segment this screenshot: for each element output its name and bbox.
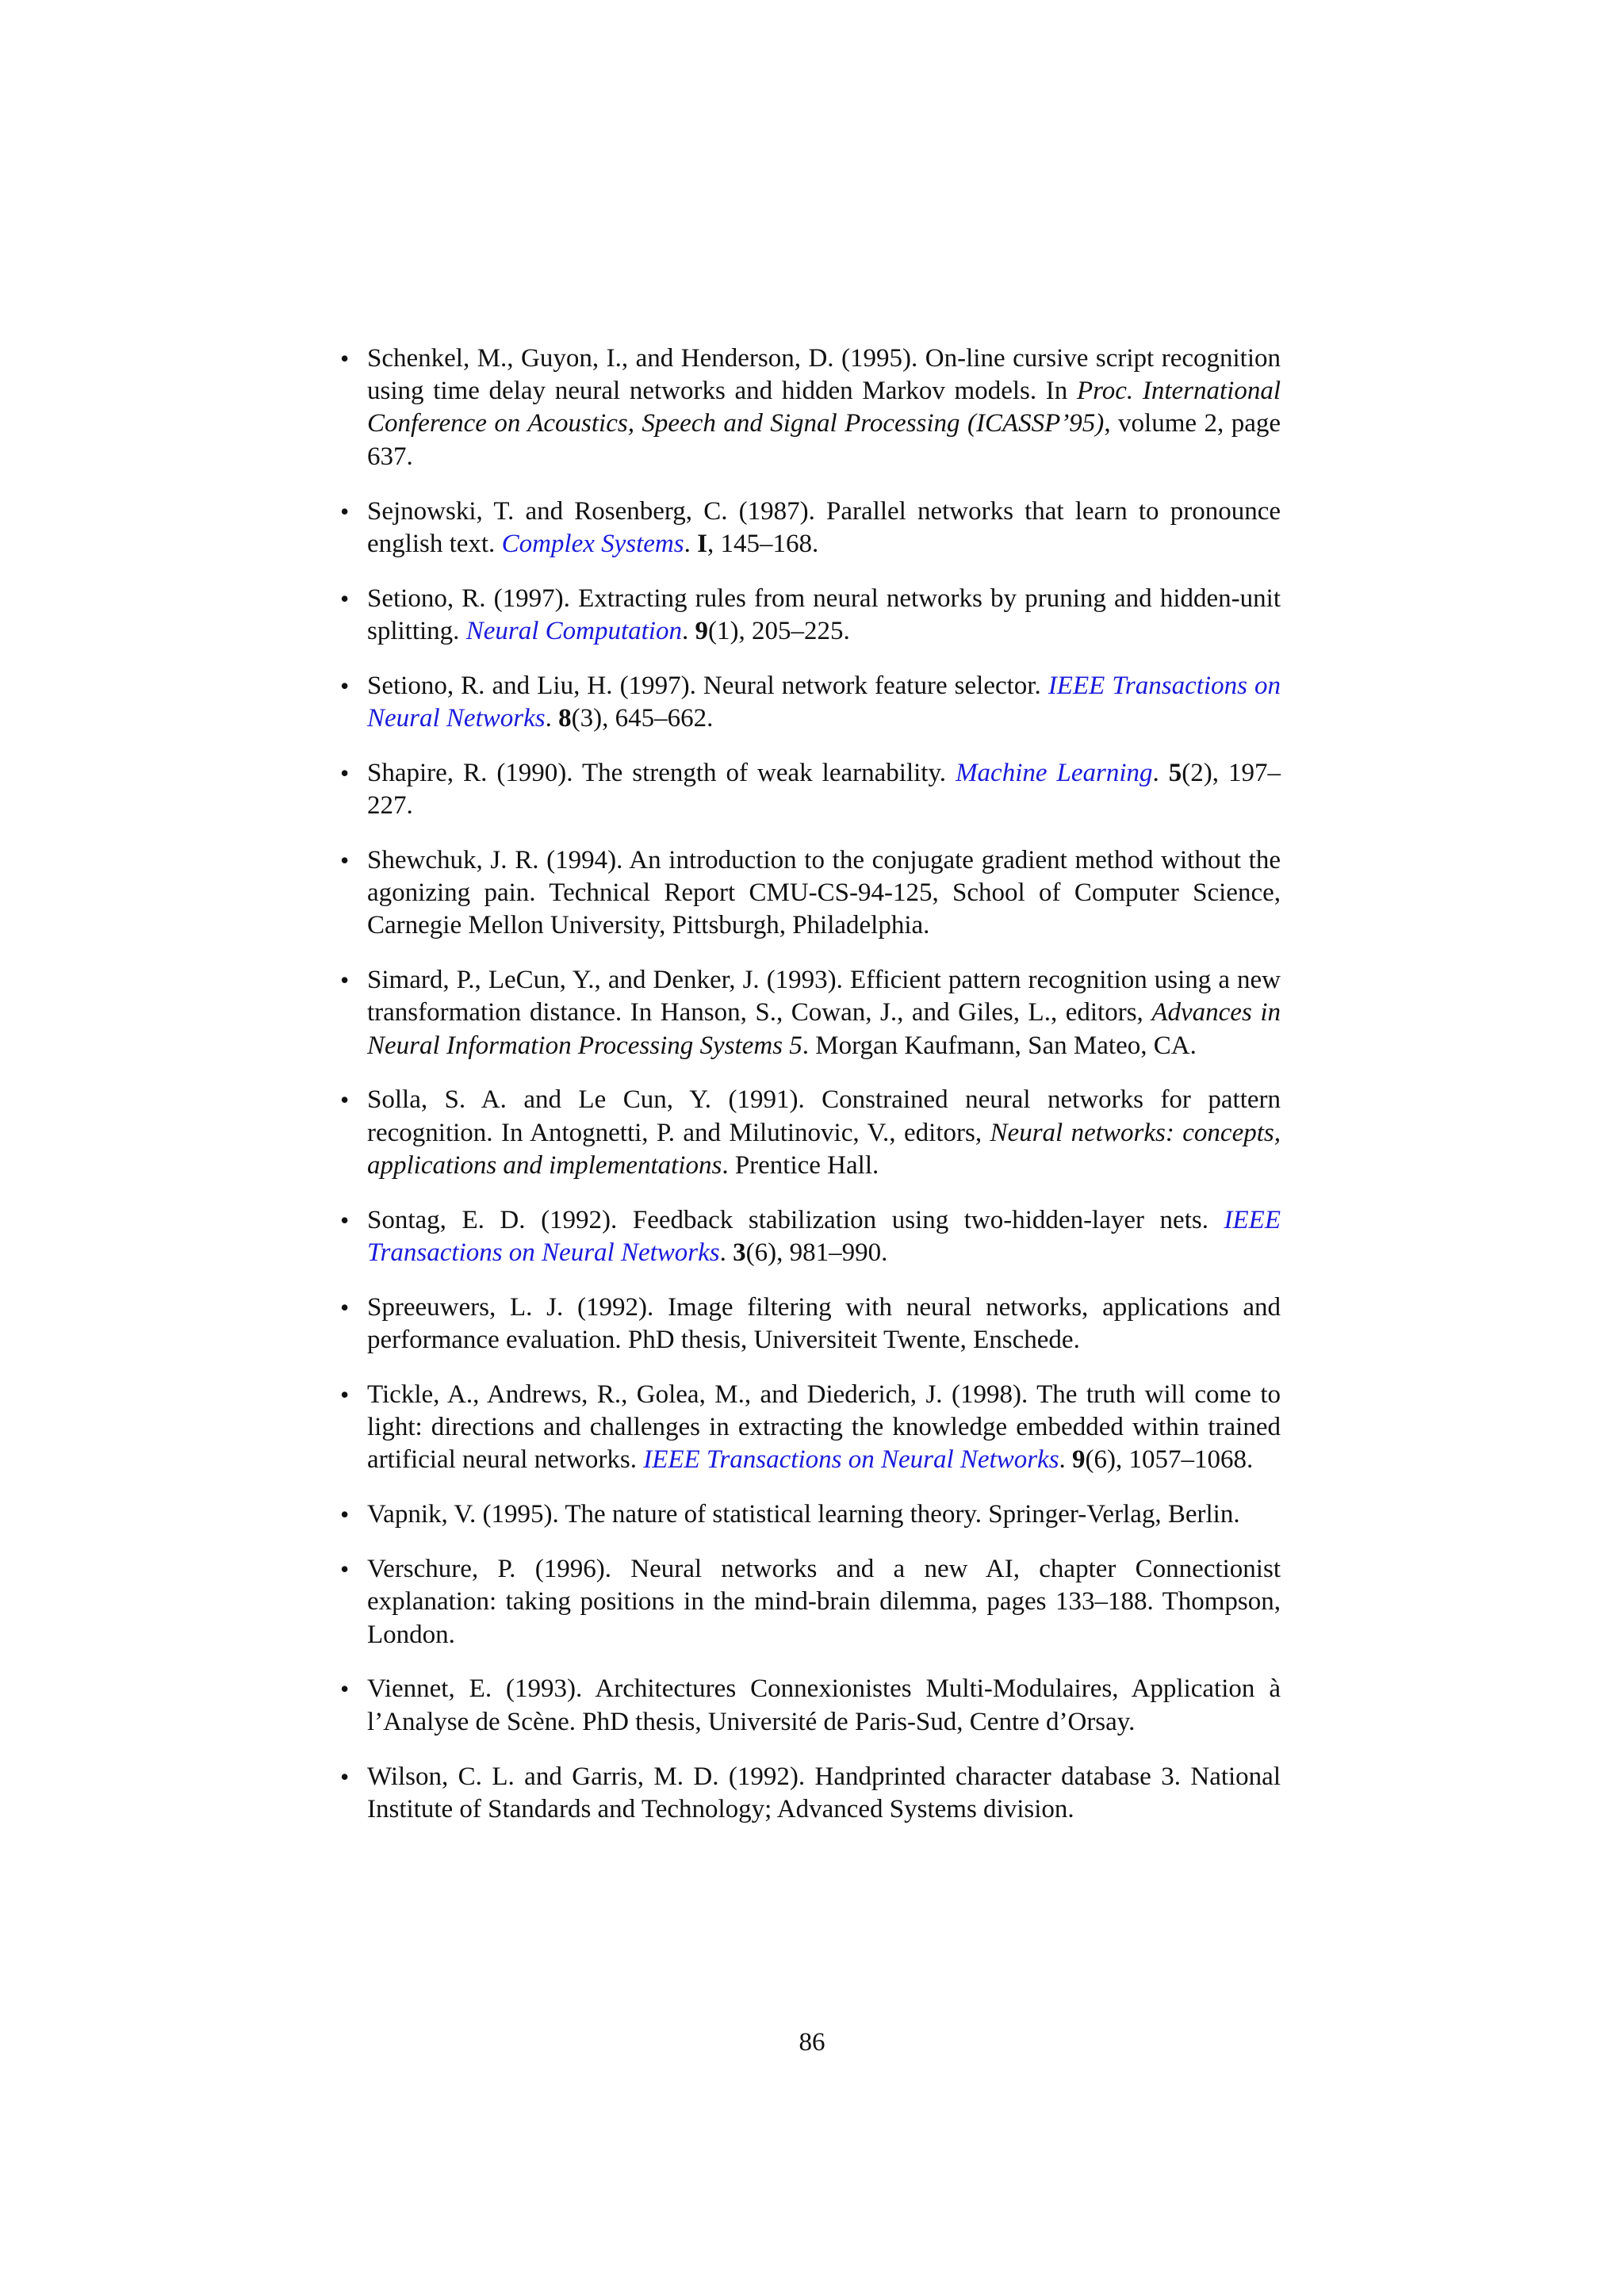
reference-item: [337, 1379, 1281, 1477]
reference-text: Solla, S. A. and Le Cun, Y. (1991). Constrained neural networks for pattern recognition. In Antognetti, P. and Milutinovic, V., editors,: [367, 1085, 1281, 1147]
reference-text: Setiono, R. and Liu, H. (1997). Neural network feature selector.: [367, 671, 1048, 700]
reference-details: . Prentice Hall.: [722, 1150, 879, 1180]
reference-text: Verschure, P. (1996). Neural networks and a new AI, chapter Connectionist explanation: taking positions in the mind-brain dilemma, pages 133–188. Thompson, London.: [367, 1555, 1281, 1649]
reference-item: [337, 1553, 1281, 1651]
journal-link[interactable]: IEEE Transactions on Neural Networks: [367, 1205, 1281, 1267]
reference-volume: I: [697, 529, 707, 558]
reference-item: [337, 1761, 1281, 1826]
reference-text: Sejnowski, T. and Rosenberg, C. (1987). Parallel networks that learn to pronounce english text.: [367, 496, 1281, 558]
reference-text: Schenkel, M., Guyon, I., and Henderson, D. (1995). On-line cursive script recognition using time delay neural networks and hidden Markov models. In: [367, 344, 1281, 406]
reference-text: Setiono, R. (1997). Extracting rules from neural networks by pruning and hidden-unit splitting.: [367, 584, 1281, 645]
reference-venue: Proc. International Conference on Acoustics, Speech and Signal Processing (ICASSP’95): [367, 377, 1281, 438]
reference-details: (1), 205–225.: [707, 616, 850, 645]
journal-link[interactable]: Complex Systems: [501, 529, 684, 558]
reference-separator: .: [1152, 758, 1169, 787]
reference-separator: .: [681, 616, 695, 645]
reference-details: (2), 197–227.: [367, 758, 1281, 820]
reference-details: (3), 645–662.: [571, 703, 714, 733]
reference-text: Simard, P., LeCun, Y., and Denker, J. (1993). Efficient pattern recognition using a new transformation distance. In Hanson, S., Cowan, J., and Giles, L., editors,: [367, 966, 1281, 1027]
reference-text: Tickle, A., Andrews, R., Golea, M., and Diederich, J. (1998). The truth will come to light: directions and challenges in extracting the knowledge embedded within trained artificial neural networks.: [367, 1380, 1281, 1475]
reference-text: Sontag, E. D. (1992). Feedback stabilization using two-hidden-layer nets.: [367, 1205, 1224, 1234]
reference-text: Vapnik, V. (1995). The nature of statistical learning theory. Springer-Verlag, Berlin.: [367, 1500, 1240, 1529]
reference-separator: .: [684, 529, 698, 558]
reference-item: [337, 583, 1281, 648]
reference-item: [337, 1084, 1281, 1182]
page-number: 86: [799, 2028, 825, 2057]
reference-separator: .: [719, 1238, 733, 1267]
reference-text: Shapire, R. (1990). The strength of weak learnability.: [367, 758, 956, 787]
journal-link[interactable]: IEEE Transactions on Neural Networks: [367, 671, 1281, 733]
reference-venue: Neural networks: concepts, applications and implementations: [367, 1118, 1281, 1180]
journal-link[interactable]: IEEE Transactions on Neural Networks: [643, 1445, 1059, 1475]
reference-item: [337, 844, 1281, 943]
reference-volume: 3: [733, 1238, 746, 1267]
reference-volume: 9: [695, 616, 708, 645]
reference-venue: Advances in Neural Information Processing Systems 5: [367, 998, 1281, 1060]
reference-item: [337, 496, 1281, 561]
reference-details: , 145–168.: [707, 529, 819, 558]
reference-text: Shewchuk, J. R. (1994). An introduction to the conjugate gradient method without the agonizing pain. Technical Report CMU-CS-94-125, School of Computer Science, Carnegie Mellon University, Pittsburgh, Philadelphia.: [367, 845, 1281, 940]
reference-text: Wilson, C. L. and Garris, M. D. (1992). Handprinted character database 3. National Institute of Standards and Technology; Advanced Systems division.: [367, 1762, 1281, 1823]
reference-item: [337, 342, 1281, 473]
reference-item: [337, 964, 1281, 1062]
reference-item: [337, 670, 1281, 735]
reference-details: . Morgan Kaufmann, San Mateo, CA.: [802, 1031, 1197, 1060]
reference-text: Spreeuwers, L. J. (1992). Image filtering with neural networks, applications and performance evaluation. PhD thesis, Universiteit Twente, Enschede.: [367, 1292, 1281, 1355]
reference-details: , volume 2, page 637.: [367, 409, 1281, 471]
reference-item: [337, 1204, 1281, 1269]
reference-list: [337, 342, 1281, 1848]
reference-details: (6), 981–990.: [745, 1238, 888, 1267]
reference-details: (6), 1057–1068.: [1085, 1445, 1254, 1475]
journal-link[interactable]: Machine Learning: [956, 758, 1153, 787]
reference-text: Viennet, E. (1993). Architectures Connexionistes Multi-Modulaires, Application à l’Analyse de Scène. PhD thesis, Université de Paris-Sud, Centre d’Orsay.: [367, 1674, 1281, 1736]
reference-volume: 8: [558, 703, 572, 733]
journal-link[interactable]: Neural Computation: [465, 616, 682, 645]
reference-item: [337, 1292, 1281, 1357]
reference-volume: 9: [1072, 1445, 1086, 1475]
reference-item: [337, 1498, 1281, 1531]
reference-volume: 5: [1168, 758, 1182, 787]
reference-separator: .: [1059, 1445, 1073, 1475]
reference-item: [337, 1673, 1281, 1738]
reference-separator: .: [545, 703, 559, 733]
reference-item: [337, 757, 1281, 822]
